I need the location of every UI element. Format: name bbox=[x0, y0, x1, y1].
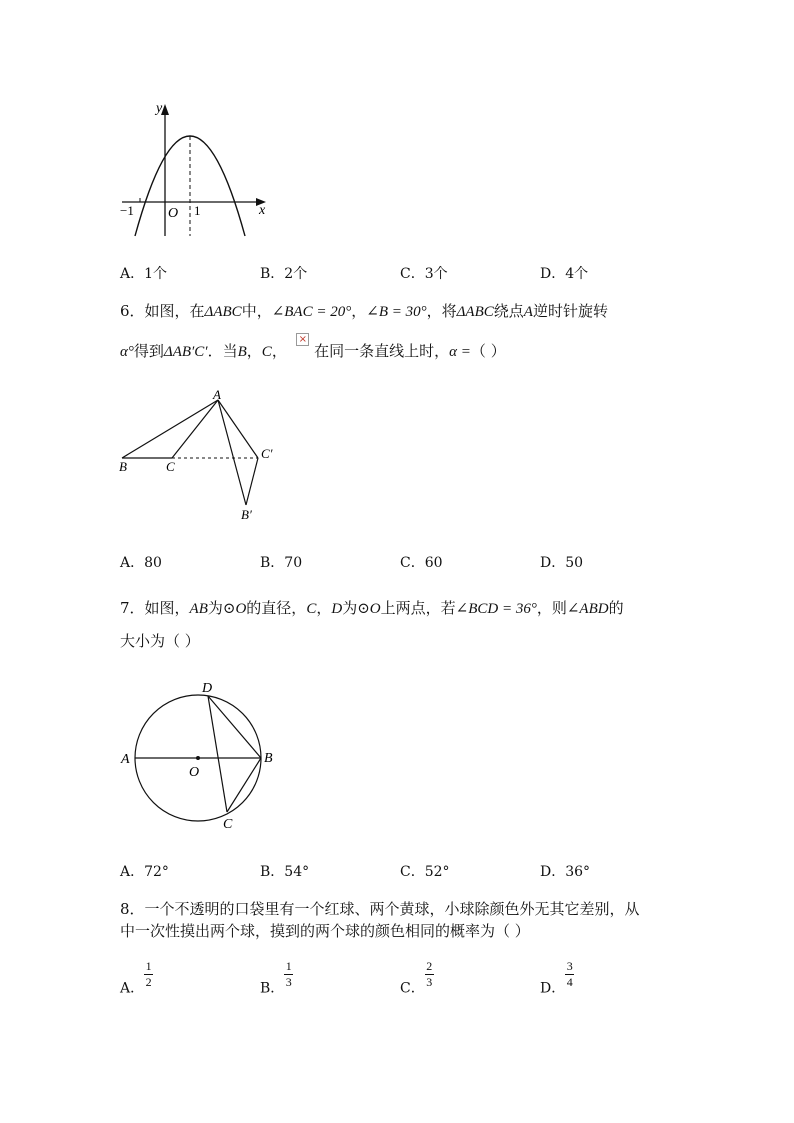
q6-option-d: D．50 bbox=[540, 555, 584, 571]
q5-option-a: A．1个 bbox=[120, 266, 168, 282]
rotation-triangle-figure bbox=[110, 388, 290, 523]
q8-option-d: D． $\frac{3}{4}$ bbox=[540, 959, 573, 997]
q6-option-a: A．80 bbox=[120, 555, 162, 571]
q7-question-line2: 大小为（ ） bbox=[120, 632, 200, 650]
q8-question-line2: 中一次性摸出两个球，摸到的两个球的颜色相同的概率为（ ） bbox=[120, 922, 530, 940]
fig6-label-b: B bbox=[119, 459, 127, 474]
q7-option-c: C．52° bbox=[400, 864, 450, 880]
fig7-label-d: D bbox=[202, 681, 213, 696]
y-label: y bbox=[156, 101, 163, 116]
q5-option-c: C．3个 bbox=[400, 266, 448, 282]
origin-label: O bbox=[168, 206, 179, 221]
q5-option-b: B．2个 bbox=[260, 266, 308, 282]
q6-question-line1: 6．如图，在ΔABC中，∠BAC = 20°，∠B = 30°，将ΔABC绕点A逆时针旋转 bbox=[120, 302, 608, 320]
parabola-graph bbox=[110, 98, 280, 243]
q7-option-d: D．36° bbox=[540, 864, 591, 880]
broken-image-icon: × bbox=[296, 333, 309, 346]
q8-option-b: B． $\frac{1}{3}$ bbox=[260, 959, 292, 997]
q8-option-a: A． $\frac{1}{2}$ bbox=[120, 959, 152, 997]
q6-option-b: B．70 bbox=[260, 555, 303, 571]
fig6-label-a: A bbox=[213, 388, 221, 402]
q6-option-c: C．60 bbox=[400, 555, 443, 571]
fig6-label-c: C bbox=[166, 459, 175, 474]
q5-option-d: D．4个 bbox=[540, 266, 589, 282]
fig7-label-b: B bbox=[264, 751, 273, 766]
q7-option-b: B．54° bbox=[260, 864, 310, 880]
fig7-label-a: A bbox=[121, 752, 130, 767]
q7-question-line1: 7．如图，AB为⊙O的直径，C，D为⊙O上两点，若∠BCD = 36°，则∠ABD的 bbox=[120, 599, 624, 617]
circle-diameter-figure bbox=[115, 678, 285, 833]
fig7-label-o: O bbox=[189, 765, 200, 780]
q8-question-line1: 8．一个不透明的口袋里有一个红球、两个黄球，小球除颜色外无其它差别，从 bbox=[120, 900, 640, 918]
neg-one-label: −1 bbox=[120, 203, 134, 218]
fig6-label-c-prime: C′ bbox=[261, 446, 273, 461]
fig7-label-c: C bbox=[223, 817, 233, 832]
one-label: 1 bbox=[194, 203, 201, 218]
fig6-label-b-prime: B′ bbox=[241, 507, 252, 522]
x-label: x bbox=[259, 203, 266, 218]
q7-option-a: A．72° bbox=[120, 864, 169, 880]
q8-option-c: C． $\frac{2}{3}$ bbox=[400, 959, 433, 997]
q6-question-line2: α°得到ΔAB′C′．当B，C， × 在同一条直线上时，α =（ ） bbox=[120, 334, 506, 360]
